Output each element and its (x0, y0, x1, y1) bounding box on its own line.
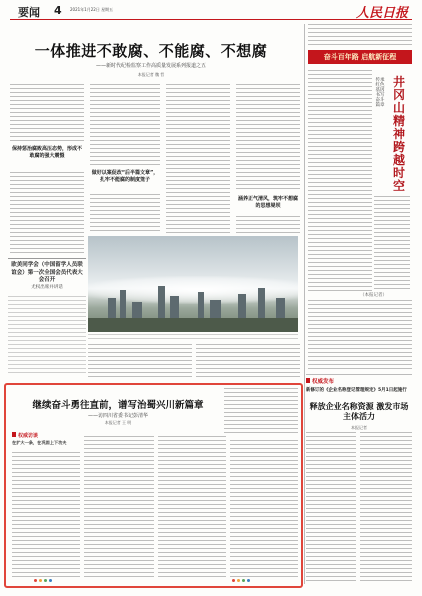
side-head-1: 保持惩治腐败高压态势，形成不敢腐的强大震慑 (11, 146, 82, 159)
section-label: 要闻 (18, 6, 40, 19)
lead-text-col-1a (10, 84, 84, 142)
release-text-col-2 (360, 432, 412, 584)
release-byline: 本报记者 (351, 425, 367, 430)
masthead (10, 4, 412, 20)
side-head-3: 涵养正气清风，筑牢不想腐的思想堤坝 (237, 196, 298, 209)
release-headline[interactable]: 释放企业名称资源 激发市场主体活力 (309, 402, 409, 421)
news-brief-title[interactable]: 欧美同学会（中国留学人员联谊会）第一次全国会员代表大会召开 (11, 262, 83, 283)
lead-text-tail-1 (88, 344, 192, 378)
lead-text-tail-2 (196, 344, 300, 378)
column-headline[interactable]: 井冈山精神跨越时空 (392, 75, 405, 193)
lead-subtitle: ——新时代纪检监察工作高质量发展系列报道之五 (95, 63, 206, 69)
lead-headline[interactable]: 一体推进不敢腐、不能腐、不想腐 (34, 42, 268, 60)
feature-headline[interactable]: 继续奋斗勇往直前，谱写治蜀兴川新篇章 (32, 400, 204, 411)
column-note: （本报记者） (360, 293, 387, 298)
right-top-text (308, 24, 412, 46)
column-banner-text[interactable]: 奋斗百年路 启航新征程 (323, 53, 397, 61)
lead-text-col-4b (236, 216, 300, 234)
lead-byline: 本报记者 魏 哲 (137, 72, 165, 77)
feature-dots-right (232, 579, 250, 582)
news-brief-text (8, 296, 86, 376)
feature-text-col-4 (230, 440, 298, 578)
authority-release-label: 权威发布 (306, 377, 356, 386)
news-brief-subtitle: 尤权出席并讲话 (31, 285, 63, 290)
paper-logo: 人民日报 (355, 6, 408, 21)
feature-text-col-1 (12, 452, 80, 578)
feature-text-col-2 (84, 436, 154, 578)
column-kicker: 传承红色基因 书写奋斗篇章 (375, 78, 385, 108)
feature-text-top-right (224, 388, 298, 436)
feature-byline: 本报记者 王 明 (104, 420, 132, 425)
feature-text-col-3 (158, 436, 226, 578)
feature-subtitle: ——访四川省委书记彭清华 (87, 413, 148, 419)
right-text-lower (308, 300, 412, 370)
feature-pull-quote: 在扩大一条，在巩固上下功夫 (12, 440, 67, 445)
page-number: 4 (54, 4, 62, 17)
release-text-col-1 (306, 432, 356, 584)
lead-text-col-3 (166, 84, 230, 234)
feature-interview-label: 权威访谈 (12, 432, 38, 439)
feature-dots-left (34, 579, 52, 582)
news-photo[interactable] (88, 236, 298, 332)
right-text-col-b (374, 196, 410, 290)
side-head-2: 做好以案促改“后半篇文章”，扎牢不能腐的制度笼子 (91, 170, 159, 183)
lead-text-col-4a (236, 84, 300, 192)
lead-text-col-2a (90, 84, 160, 166)
lead-text-col-1b (10, 172, 84, 256)
photo-caption (88, 334, 298, 340)
release-subhead: 新修订的《企业名称登记管理规定》5月1日起施行 (306, 388, 407, 393)
right-text-col (308, 70, 372, 292)
issue-date: 2021年1月22日 星期五 (70, 7, 114, 12)
lead-text-col-2b (90, 194, 160, 234)
